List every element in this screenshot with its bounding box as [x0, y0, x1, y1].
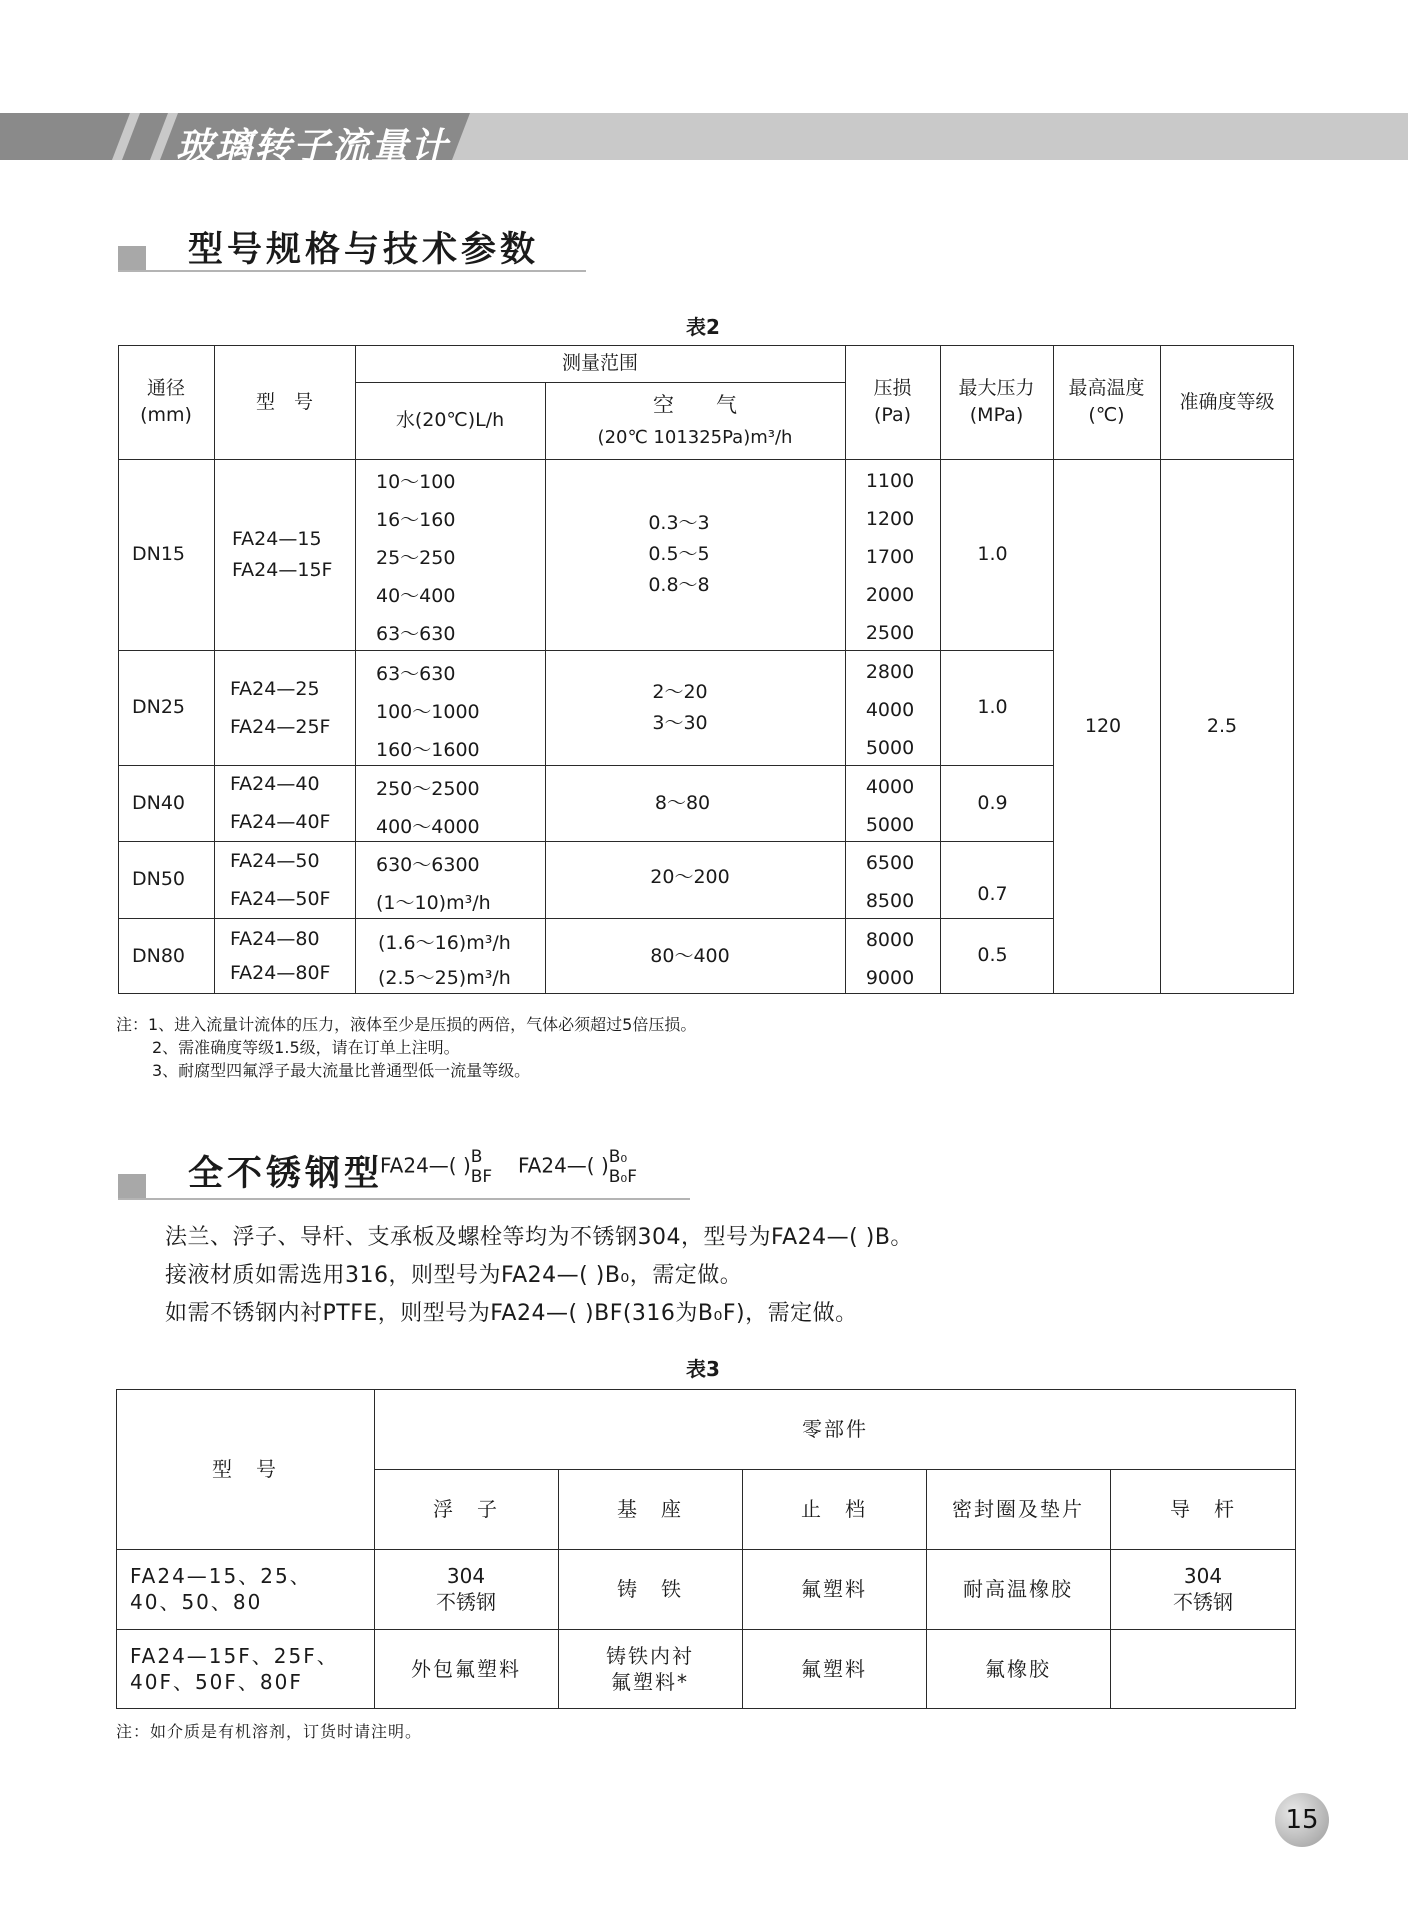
column-header: 导 杆 [1170, 1497, 1236, 1521]
table-caption: 表3 [686, 1357, 720, 1381]
water-range: 63～630 [376, 663, 456, 685]
loss-value: 4000 [865, 699, 915, 721]
part-cell: 铸铁内衬 氟塑料* [606, 1644, 694, 1694]
pressure-cell: 1.0 [977, 696, 1008, 719]
body-paragraph: 接液材质如需选用316，则型号为FA24—( )B₀，需定做。 [165, 1263, 743, 1288]
part-cell: 耐高温橡胶 [963, 1577, 1073, 1601]
loss-value: 4000 [865, 776, 915, 798]
column-header: 基 座 [617, 1497, 683, 1521]
body-paragraph: 如需不锈钢内衬PTFE，则型号为FA24—( )BF(316为B₀F)，需定做。 [165, 1301, 858, 1326]
header-bore: 通径 (mm) [140, 377, 192, 426]
header-model: 型 号 [255, 390, 313, 413]
body-paragraph: 法兰、浮子、导杆、支承板及螺栓等均为不锈钢304，型号为FA24—( )B。 [165, 1225, 913, 1250]
bore-cell: DN25 [132, 696, 186, 719]
pressure-cell: 1.0 [977, 543, 1008, 566]
water-range: 100～1000 [376, 701, 480, 723]
model-suffix: FA24—( ) B BF [380, 1147, 493, 1187]
model-cell: FA24—80 FA24—80F [230, 928, 331, 984]
model-cell: FA24—15 FA24—15F [232, 527, 333, 581]
header-range: 测量范围 [561, 352, 638, 375]
pressure-cell: 0.7 [977, 882, 1008, 905]
water-range: 630～6300 [376, 854, 480, 876]
water-range: 40～400 [376, 585, 456, 607]
model-cell: FA24—50 FA24—50F [230, 849, 331, 910]
water-range: 63～630 [376, 623, 456, 645]
loss-value: 9000 [865, 967, 915, 989]
air-cell: 80～400 [650, 944, 730, 967]
model-suffix: FA24—( ) B₀ B₀F [518, 1147, 638, 1187]
water-range: (1～10)m³/h [376, 892, 491, 914]
table-note: 注：如介质是有机溶剂，订货时请注明。 [116, 1722, 423, 1741]
part-cell: 氟橡胶 [985, 1657, 1051, 1681]
note-line: 2、需准确度等级1.5级，请在订单上注明。 [152, 1038, 460, 1057]
loss-value: 5000 [865, 737, 915, 759]
loss-value: 2800 [865, 661, 915, 683]
header-loss: 压损 (Pa) [873, 377, 912, 426]
water-range: 10～100 [376, 471, 456, 493]
loss-value: 1200 [865, 508, 915, 530]
air-cell: 2～20 3～30 [652, 680, 708, 734]
pressure-cell: 0.9 [977, 791, 1008, 814]
section-underline [118, 1198, 690, 1200]
header-temp: 最高温度 (℃) [1068, 377, 1145, 426]
water-range: 16～160 [376, 509, 456, 531]
header-model: 型 号 [212, 1457, 278, 1481]
model-cell: FA24—15F、25F、 40F、50F、80F [130, 1644, 339, 1694]
max-temp-cell: 120 [1084, 715, 1122, 738]
accuracy-cell: 2.5 [1206, 715, 1238, 738]
part-cell: 铸 铁 [617, 1577, 683, 1601]
banner-title: 玻璃转子流量计 [176, 125, 449, 168]
water-range: 160～1600 [376, 739, 480, 761]
header-water: 水(20℃)L/h [395, 409, 505, 432]
loss-value: 1100 [865, 470, 915, 492]
loss-value: 1700 [865, 546, 915, 568]
part-cell: 304 不锈钢 [1173, 1564, 1233, 1614]
page-number: 15 [1275, 1793, 1329, 1847]
loss-value: 6500 [865, 852, 915, 874]
section-title: 型号规格与技术参数 [188, 230, 540, 270]
water-range: (2.5～25)m³/h [378, 967, 511, 989]
bore-cell: DN40 [132, 791, 186, 814]
note-line: 3、耐腐型四氟浮子最大流量比普通型低一流量等级。 [152, 1061, 531, 1080]
bore-cell: DN80 [132, 944, 186, 967]
model-cell: FA24—15、25、 40、50、80 [130, 1564, 312, 1614]
header-pressure: 最大压力 (MPa) [958, 377, 1035, 426]
section-marker [118, 246, 146, 272]
loss-value: 5000 [865, 814, 915, 836]
column-header: 止 档 [801, 1497, 867, 1521]
part-cell: 氟塑料 [801, 1657, 867, 1681]
part-cell [1110, 1629, 1296, 1709]
pressure-cell: 0.5 [977, 943, 1008, 966]
model-cell: FA24—25 FA24—25F [230, 677, 331, 738]
header-accuracy: 准确度等级 [1179, 390, 1275, 413]
column-header: 浮 子 [433, 1497, 499, 1521]
air-cell: 0.3～3 0.5～5 0.8～8 [648, 512, 710, 596]
bore-cell: DN50 [132, 868, 186, 891]
part-cell: 304 不锈钢 [436, 1564, 496, 1614]
part-cell: 氟塑料 [801, 1577, 867, 1601]
loss-value: 2000 [865, 584, 915, 606]
model-cell: FA24—40 FA24—40F [230, 773, 331, 833]
loss-value: 8500 [865, 890, 915, 912]
header-banner [0, 113, 1408, 168]
section-title: 全不锈钢型 [188, 1154, 384, 1194]
loss-value: 8000 [865, 929, 915, 951]
water-range: 25～250 [376, 547, 456, 569]
part-cell: 外包氟塑料 [411, 1657, 521, 1681]
header-parts: 零部件 [802, 1417, 868, 1441]
loss-value: 2500 [865, 622, 915, 644]
water-range: 400～4000 [376, 816, 480, 838]
bore-cell: DN15 [132, 543, 186, 566]
header-air: 空 气 (20℃ 101325Pa)m³/h [597, 393, 793, 448]
column-header: 密封圈及垫片 [952, 1497, 1084, 1521]
air-cell: 8～80 [654, 791, 711, 814]
water-range: (1.6～16)m³/h [378, 932, 511, 954]
air-cell: 20～200 [650, 865, 730, 888]
section-marker [118, 1174, 146, 1200]
table-caption: 表2 [686, 315, 720, 339]
note-line: 注：1、进入流量计流体的压力，液体至少是压损的两倍，气体必须超过5倍压损。 [116, 1015, 697, 1034]
water-range: 250～2500 [376, 778, 480, 800]
